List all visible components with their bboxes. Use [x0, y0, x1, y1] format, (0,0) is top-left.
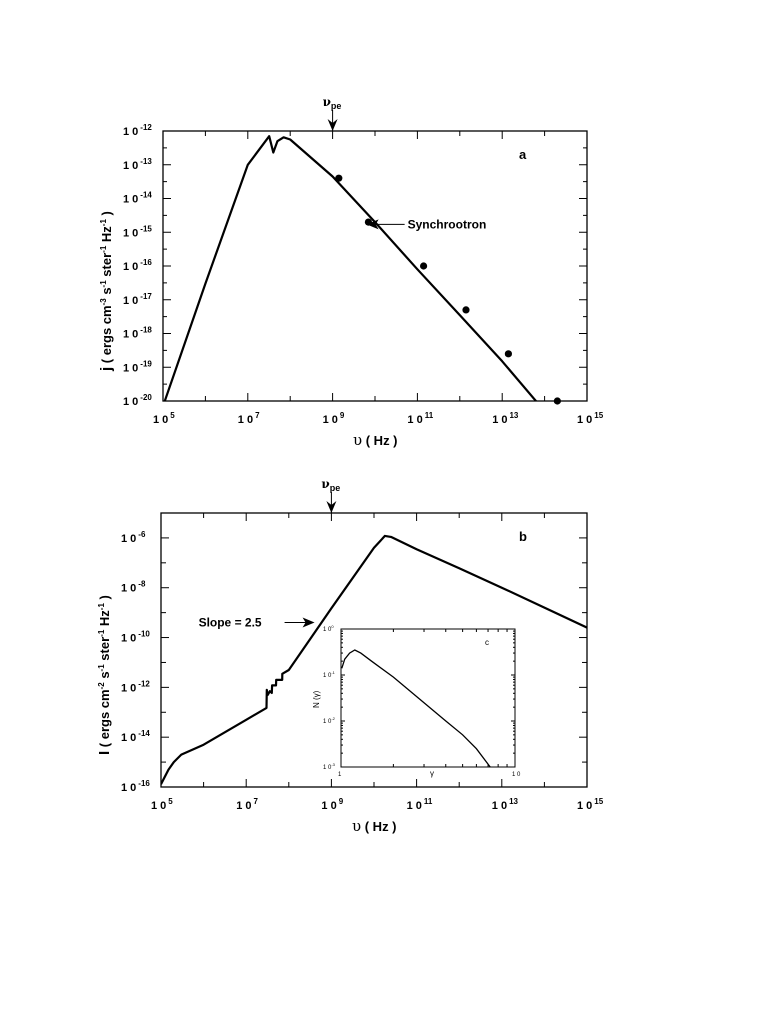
- y-tick-label: 1 0 $^{-20}$: [123, 393, 152, 408]
- x-tick-label: 1 0 $^5$: [151, 797, 173, 812]
- y-axis-label: I ( ergs $cm^{-2}$ $s^{-1}$ ster$^{-1}$ $Hz^{-1}$ ): [96, 595, 113, 755]
- inset-x-tick-label: 1 0: [512, 772, 521, 778]
- x-tick-label: 1 0 $^5$: [153, 411, 175, 426]
- x-tick-label: 1 0 $^{13}$: [492, 411, 519, 426]
- x-axis-label: υ ( Hz ): [353, 431, 398, 449]
- inset-x-tick-label: 1: [338, 772, 342, 778]
- y-tick-label: 1 0 $^{-13}$: [123, 156, 152, 172]
- data-point: [554, 397, 561, 404]
- y-tick-label: 1 0 $^{-18}$: [123, 325, 152, 341]
- y-tick-label: 1 0 $^{-19}$: [123, 359, 152, 375]
- x-tick-label: 1 0 $^7$: [236, 797, 258, 812]
- series-line-a: [165, 136, 570, 435]
- data-point: [420, 262, 427, 269]
- y-tick-label: 1 0 $^{-6}$: [121, 529, 146, 545]
- plot-frame: [163, 131, 587, 401]
- panel-a: [98, 95, 604, 449]
- y-tick-label: 1 0 $^{-8}$: [121, 579, 146, 595]
- x-tick-label: 1 0 $^9$: [322, 411, 345, 426]
- y-tick-label: 1 0 $^{-15}$: [123, 224, 152, 240]
- y-tick-label: 1 0 $^{-14}$: [123, 190, 152, 206]
- inset-y-tick-label: 1 $0^{-1}$: [323, 670, 335, 679]
- x-tick-label: 1 0 $^9$: [321, 797, 344, 812]
- inset-y-tick-label: 1 $0^{-3}$: [323, 762, 335, 771]
- panel-c-inset: [312, 624, 521, 778]
- data-point: [462, 306, 469, 313]
- y-axis-label: j ( ergs $cm^{-3}$ $s^{-1}$ ster$^{-1}$ $Hz^{-1}$ ): [98, 211, 115, 371]
- annotation-slope: Slope = 2.5: [198, 615, 262, 630]
- x-tick-label: 1 0 $^{13}$: [491, 797, 519, 812]
- y-tick-label: 1 0 $^{-16}$: [121, 779, 150, 794]
- panel-letter-b: b: [519, 529, 527, 544]
- data-point: [335, 175, 342, 182]
- x-tick-label: 1 0 $^{15}$: [577, 797, 604, 812]
- y-tick-label: 1 0 $^{-12}$: [123, 123, 152, 138]
- y-tick-label: 1 0 $^{-17}$: [123, 291, 152, 307]
- y-tick-label: 1 0 $^{-10}$: [121, 629, 150, 645]
- x-tick-label: 1 0 $^{11}$: [407, 411, 434, 426]
- inset-x-axis-label: γ: [430, 769, 434, 778]
- x-axis-label: υ ( Hz ): [352, 817, 397, 835]
- x-tick-label: 1 0 $^{11}$: [406, 797, 433, 812]
- inset-y-tick-label: 1 $0^0$: [323, 624, 334, 633]
- y-tick-label: 1 0 $^{-16}$: [123, 258, 152, 273]
- nu-pe-marker-label: $\nu_{pe}$: [321, 477, 341, 493]
- x-tick-label: 1 0 $^{15}$: [577, 411, 604, 426]
- inset-frame: [341, 629, 515, 767]
- inset-y-axis-label: N (γ): [312, 690, 321, 708]
- panel-letter-a: a: [519, 147, 527, 162]
- nu-pe-marker-label: $\nu_{pe}$: [322, 95, 342, 111]
- panel-letter-c: c: [485, 638, 489, 647]
- data-point: [505, 350, 512, 357]
- inset-y-tick-label: 1 $0^{-2}$: [323, 716, 335, 725]
- annotation-synchrotron: Synchrootron: [407, 217, 487, 232]
- x-tick-label: 1 0 $^7$: [237, 411, 260, 426]
- y-tick-label: 1 0 $^{-12}$: [121, 679, 150, 695]
- y-tick-label: 1 0 $^{-14}$: [121, 729, 150, 745]
